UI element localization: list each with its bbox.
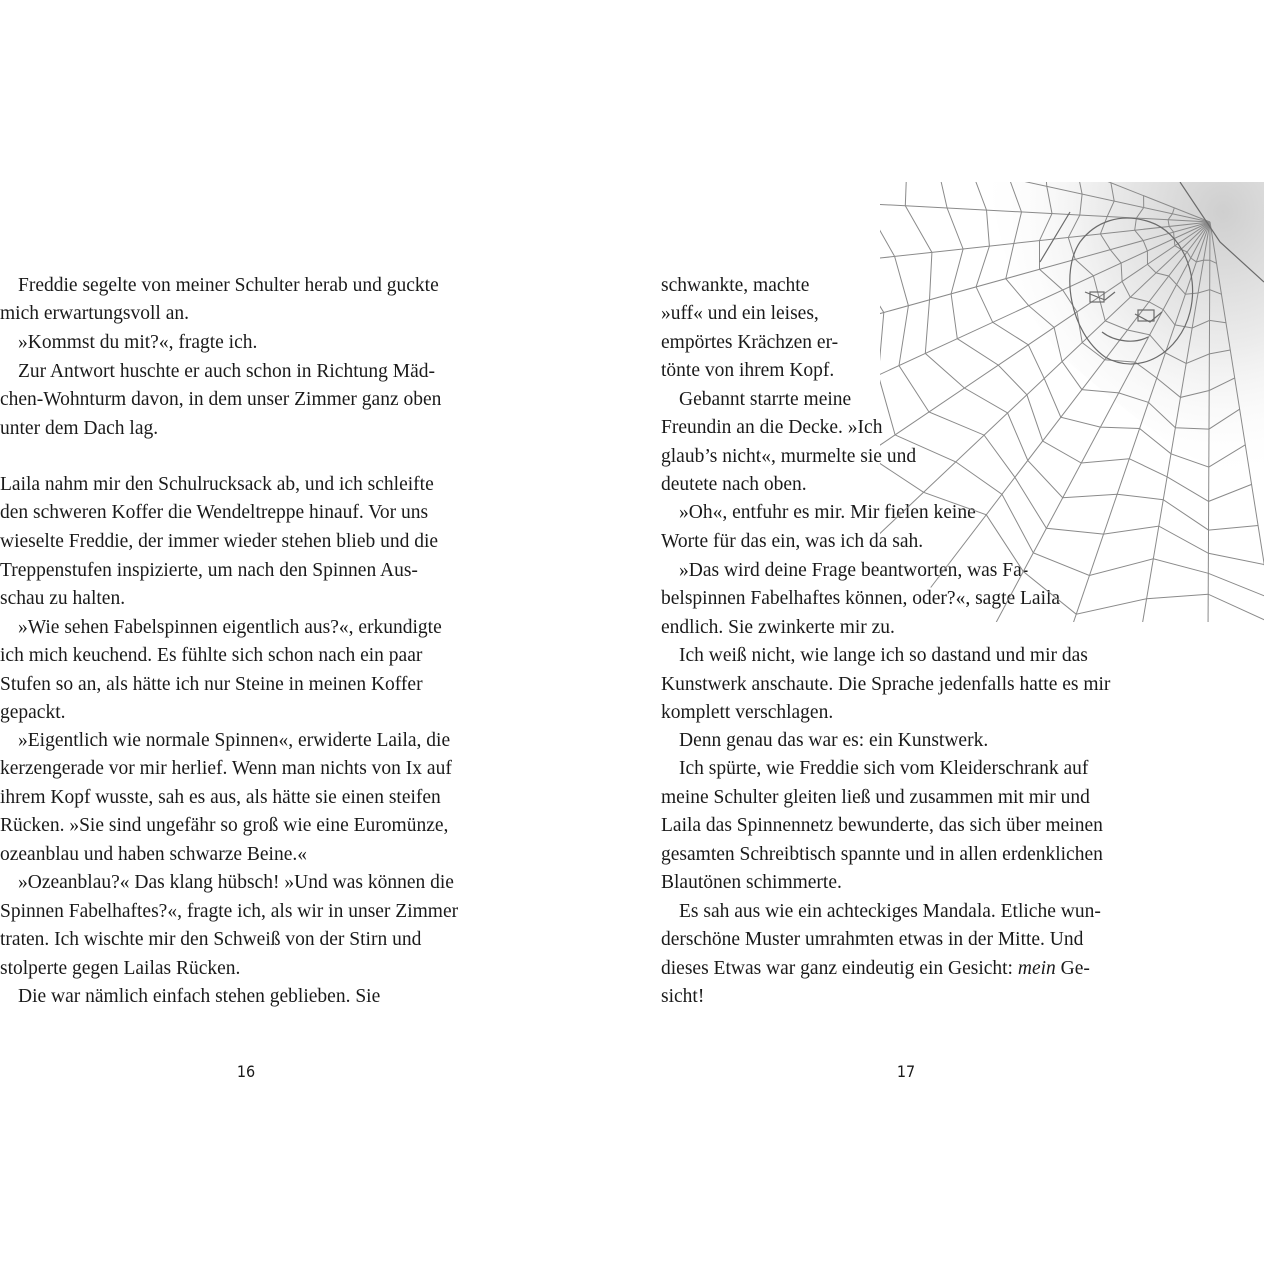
- text-line: Zur Antwort huschte er auch schon in Richtung Mäd-: [18, 361, 435, 382]
- text-line: Treppenstufen inspizierte, um nach den Spinnen Aus-: [0, 560, 418, 581]
- text-line: Gebannt starrte meine: [679, 389, 852, 410]
- text-line: Ich weiß nicht, wie lange ich so dastand und mir das: [679, 645, 1088, 666]
- text-line: chen-Wohnturm davon, in dem unser Zimmer ganz oben: [0, 389, 442, 410]
- text-line: Denn genau das war es: ein Kunstwerk.: [679, 730, 989, 751]
- text-line: deutete nach oben.: [661, 474, 807, 495]
- text-line: »Ozeanblau?« Das klang hübsch! »Und was können die: [18, 872, 454, 893]
- text-line: gesamten Schreibtisch spannte und in allen erdenklichen: [661, 844, 1103, 865]
- text-line: belspinnen Fabelhaftes können, oder?«, sagte Laila: [661, 588, 1061, 609]
- text-line: traten. Ich wischte mir den Schweiß von der Stirn und: [0, 929, 422, 950]
- text-line: stolperte gegen Lailas Rücken.: [0, 958, 241, 979]
- text-line: meine Schulter gleiten ließ und zusammen mit mir und: [661, 787, 1090, 808]
- text-line: wieselte Freddie, der immer wieder stehen blieb und die: [0, 531, 439, 552]
- text-line: Freddie segelte von meiner Schulter herab und guckte: [18, 275, 439, 296]
- text-line: Spinnen Fabelhaftes?«, fragte ich, als wir in unser Zimmer: [0, 901, 459, 922]
- text-line: ihrem Kopf wusste, sah es aus, als hätte sie einen steifen: [0, 787, 441, 808]
- text-line: empörtes Krächzen er-: [661, 332, 839, 353]
- text-line: Die war nämlich einfach stehen geblieben. Sie: [18, 986, 381, 1007]
- emphasis-word: mein: [1017, 958, 1056, 979]
- spider-web-illustration: [880, 182, 1264, 622]
- text-line: Kunstwerk anschaute. Die Sprache jedenfalls hatte es mir: [661, 674, 1111, 695]
- text-line: »Kommst du mit?«, fragte ich.: [18, 332, 258, 353]
- text-line: Stufen so an, als hätte ich nur Steine in meinen Koffer: [0, 674, 423, 695]
- text-line: unter dem Dach lag.: [0, 418, 159, 439]
- text-line: schau zu halten.: [0, 588, 126, 609]
- text-line: »Eigentlich wie normale Spinnen«, erwiderte Laila, die: [18, 730, 451, 751]
- text-line: Rücken. »Sie sind ungefähr so groß wie eine Euromünze,: [0, 815, 449, 836]
- text-line: sicht!: [661, 986, 705, 1007]
- text-line: derschöne Muster umrahmten etwas in der Mitte. Und: [661, 929, 1084, 950]
- text-line: den schweren Koffer die Wendeltreppe hinauf. Vor uns: [0, 502, 429, 523]
- text-line: schwankte, machte: [661, 275, 810, 296]
- text-line: ozeanblau und haben schwarze Beine.«: [0, 844, 307, 865]
- text-line: tönte von ihrem Kopf.: [661, 360, 835, 381]
- text-line: gepackt.: [0, 702, 66, 723]
- page-number: 16: [236, 1062, 256, 1081]
- text-line: Worte für das ein, was ich da sah.: [661, 531, 924, 552]
- text-span: dieses Etwas war ganz eindeutig ein Gesicht:: [661, 958, 1018, 979]
- page-number: 17: [896, 1062, 916, 1081]
- text-line: ich mich keuchend. Es fühlte sich schon nach ein paar: [0, 645, 423, 666]
- text-line: Laila das Spinnennetz bewunderte, das sich über meinen: [661, 815, 1103, 836]
- text-line: »Oh«, entfuhr es mir. Mir fielen keine: [679, 502, 976, 523]
- text-span: Ge-: [1055, 958, 1090, 979]
- text-line: glaub’s nicht«, murmelte sie und: [661, 446, 917, 467]
- text-line: »Wie sehen Fabelspinnen eigentlich aus?«, erkundigte: [18, 617, 442, 638]
- text-line: »uff« und ein leises,: [661, 303, 819, 324]
- text-line: endlich. Sie zwinkerte mir zu.: [661, 617, 895, 638]
- text-line: mich erwartungsvoll an.: [0, 303, 189, 324]
- text-line: [661, 957, 1090, 981]
- text-line: Ich spürte, wie Freddie sich vom Kleiderschrank auf: [679, 758, 1089, 779]
- text-line: Freundin an die Decke. »Ich: [661, 417, 883, 438]
- text-line: komplett verschlagen.: [661, 702, 834, 723]
- text-line: kerzengerade vor mir herlief. Wenn man nichts von Ix auf: [0, 758, 452, 779]
- text-line: »Das wird deine Frage beantworten, was Fa-: [679, 560, 1029, 581]
- web-shading: [990, 182, 1264, 482]
- text-line: Laila nahm mir den Schulrucksack ab, und ich schleifte: [0, 474, 434, 495]
- text-line: Es sah aus wie ein achteckiges Mandala. Etliche wun-: [679, 901, 1101, 922]
- text-line: Blautönen schimmerte.: [661, 872, 842, 893]
